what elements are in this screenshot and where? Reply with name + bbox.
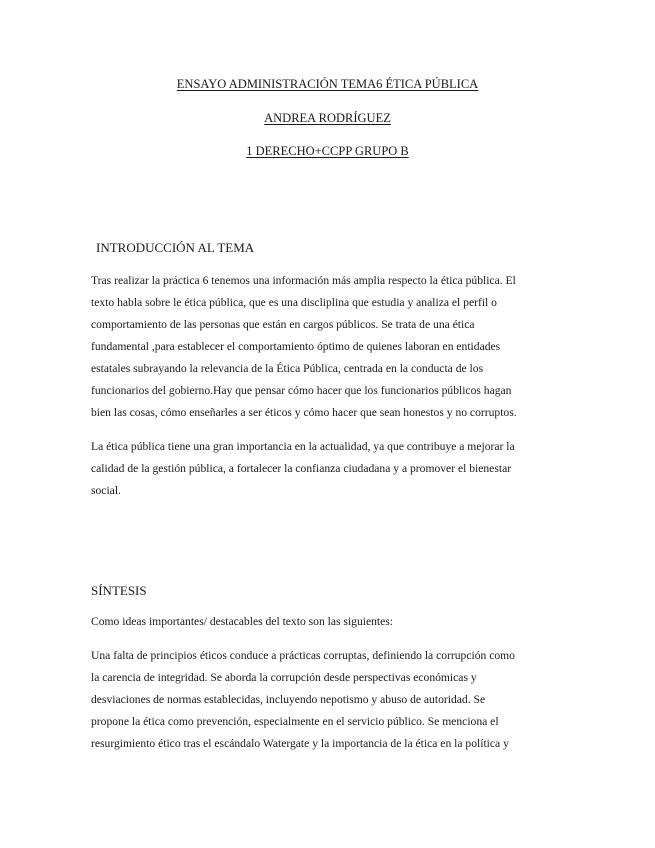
document-course: 1 DERECHO+CCPP GRUPO B bbox=[246, 144, 409, 158]
text-line: La ética pública tiene una gran importancia en la actualidad, ya que contribuye a mejorar la bbox=[91, 440, 515, 453]
text-line: resurgimiento ético tras el escándalo Watergate y la importancia de la ética en la política y bbox=[91, 737, 509, 750]
document-author: ANDREA RODRÍGUEZ bbox=[264, 111, 391, 125]
text-line: Como ideas importantes/ destacables del texto son las siguientes: bbox=[91, 615, 394, 628]
text-line: desviaciones de normas establecidas, incluyendo nepotismo y abuso de autoridad. Se bbox=[91, 693, 486, 706]
text-line: bien las cosas, cómo enseñarles a ser éticos y cómo hacer que sean honestos y no corruptos. bbox=[91, 406, 517, 419]
text-line: comportamiento de las personas que están en cargos públicos. Se trata de una ética bbox=[91, 318, 475, 331]
text-line: la carencia de integridad. Se aborda la corrupción desde perspectivas económicas y bbox=[91, 671, 477, 684]
text-line: calidad de la gestión pública, a fortalecer la confianza ciudadana y a promover el bienestar bbox=[91, 462, 512, 475]
paragraph-synthesis-1 bbox=[91, 614, 571, 636]
text-line: Tras realizar la práctica 6 tenemos una información más amplia respecto la ética pública. El bbox=[91, 274, 516, 287]
text-line: fundamental ,para establecer el comportamiento óptimo de quienes laboran en entidades bbox=[91, 340, 501, 353]
text-line: Una falta de principios éticos conduce a prácticas corruptas, definiendo la corrupción como bbox=[91, 649, 515, 662]
text-line: estatales subrayando la relevancia de la Ética Pública, centrada en la conducta de los bbox=[91, 362, 484, 375]
text-line: propone la ética como prevención, especialmente en el servicio público. Se menciona el bbox=[91, 715, 499, 728]
document-title: ENSAYO ADMINISTRACIÓN TEMA6 ÉTICA PÚBLICA bbox=[176, 77, 479, 91]
text-line: social. bbox=[91, 484, 121, 497]
section-heading-introduction: INTRODUCCIÓN AL TEMA bbox=[96, 240, 255, 255]
paragraph-synthesis-2 bbox=[91, 648, 571, 758]
paragraph-introduction-2 bbox=[91, 439, 571, 505]
text-line: funcionarios del gobierno.Hay que pensar cómo hacer que los funcionarios públicos hagan bbox=[91, 384, 512, 397]
paragraph-introduction-1 bbox=[91, 273, 571, 427]
section-heading-synthesis: SÍNTESIS bbox=[91, 583, 147, 598]
text-line: texto habla sobre le ética pública, que es una discliplina que estudia y analiza el perfil o bbox=[91, 296, 497, 309]
